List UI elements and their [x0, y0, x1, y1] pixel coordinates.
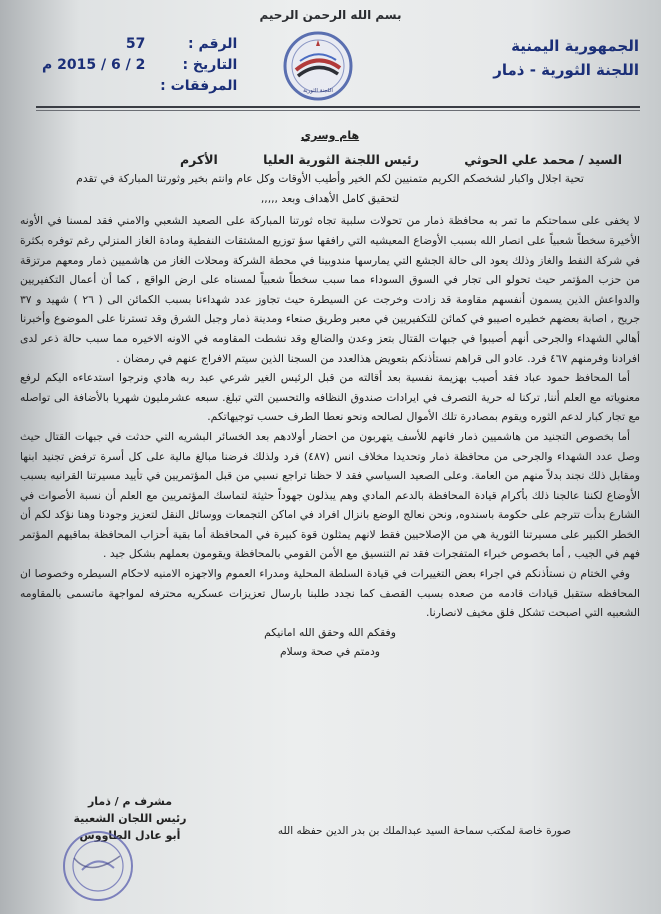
letterhead-issuer	[493, 34, 639, 82]
basmala: بسم الله الرحمن الرحيم	[259, 8, 402, 22]
date-row	[42, 55, 237, 76]
date-value: 2 / 6 / 2015 م	[42, 57, 146, 73]
copy-to-note: صورة خاصة لمكتب سماحة السيد عبدالملك بن بدر الدين حفظه الله	[277, 825, 571, 837]
letter-body	[20, 126, 640, 662]
classification-mark: هام وسري	[300, 129, 360, 142]
addressee-honorific: الأكرم	[180, 151, 218, 167]
signature-name: أبو عادل الطاووس	[79, 829, 181, 842]
addressee-name: السيد / محمد علي الحوثي	[464, 151, 622, 167]
addressee-role: رئيس اللجنة الثورية العليا	[263, 151, 419, 167]
committee-logo-icon	[282, 30, 354, 102]
republic-name: الجمهورية اليمنية	[511, 37, 639, 55]
ref-label: الرقم :	[187, 36, 238, 52]
signature-title: رئيس اللجان الشعبية	[73, 812, 187, 825]
addressee-line	[20, 150, 640, 170]
official-stamp-icon	[60, 828, 136, 904]
greeting-line-1: تحية اجلال واكبار لشخصكم الكريم متمنيين لكم الخير وأطيب الأوقات وكل عام وانتم بخير وثورتنا المباركة في تقدم	[76, 172, 584, 186]
logo-caption: اللجنة الثورية	[303, 88, 333, 94]
greeting-line-2: لتحقيق كامل الأهداف وبعد ,,,,,	[260, 191, 400, 205]
date-label: التاريخ :	[182, 57, 238, 73]
paragraph-3: أما بخصوص التجنيد من هاشميين ذمار فانهم للأسف يتهربون من احضار أولادهم بعد الخسائر البشريه التي حدثت في جبهات القتال حيث وصل عدد الشهداء والجرحى من محافظة ذمار وتحديدا مخلاف انس (٤٨٧) فرد ولذلك فرضنا مبالغ مالية على كل أسرة ترفض تجنيد ابنها ومقابل ذلك نجند بدلاً منهم من العامة. وعلى الصعيد السياسي فقد لا حظنا تراجع نسبي من قبل المؤتمريين في تأييد مسيرتنا القرانيه بسبب الأوضاع لكننا عالجنا ذلك بأكرام قيادة المحافظة بالدعم المادي وهم يبذلون جهوداً حثيثة لتماسك المؤتمريين مع العلم أن نسبة الأصوات في الشارع بدأت تترجم على حكومة باسندوه, ونحن نعالج الوضع بانزال افراد في اماكن التجمعات ووسائل النقل لتعزيز وجودنا وهنا نؤكد لكم أن الخطر الكبير على مسيرتنا الثورية هي من الإصلاحيين فقط لانهم يمثلون قوة كبيرة في المحافظة أما بقية أحزاب المحافظة بماقيهم المؤتمر فهم في الجيب , أما بخصوص خبراء المتفجرات فقد تم التنسيق مع الأمن القومي بالمحافظة ويقومون بعملهم بشكل جيد .	[20, 429, 640, 561]
header-divider-thin	[36, 110, 640, 111]
signature-position: مشرف م / ذمار	[87, 795, 173, 808]
closing-line-2: ودمتم في صحة وسلام	[279, 645, 381, 659]
ref-row	[42, 34, 237, 55]
attachments-row	[42, 76, 237, 97]
committee-name: اللجنة الثورية - ذمار	[493, 61, 639, 79]
ref-number: 57	[125, 36, 146, 52]
reference-block	[42, 34, 237, 97]
attachments-label: المرفقات :	[160, 78, 238, 94]
closing-line-1: وفقكم الله وحقق الله امانيكم	[264, 625, 396, 639]
header-divider	[36, 106, 640, 108]
paragraph-4: وفي الختام ن نستأذنكم في اجراء بعض التغييرات في قيادة السلطة المحلية ومدراء العموم والاجهزه الامنيه لاحكام السيطره وخصوصا ان المحافظه ستقبل قيادات قادمه من صعده بسبب القصف كما نجدد طلبنا بارسال تعزيزات عسكريه محترفه لمواجهة ماتسمى بالمقاومه الشعبيه التي اصبحت تشكل فلق مخيف لانصارنا.	[20, 567, 640, 620]
paragraph-1: لا يخفى على سماحتكم ما تمر به محافظة ذمار من تحولات سلبية تجاه ثورتنا المباركة على الصعيد الشعبي والامني فقد لمسنا في الأونه الأخيرة سخطاً شعبياً على انصار الله بسبب الأوضاع المعيشيه التي رافقها سؤ توزيع المشتقات النفطية ومادة الغاز المنزلي رغم توفره بكثرة في شركة النفط والغاز وذلك يعود الى حالة الجشع التي يمارسها مندوبينا في محطة الشركة ومحلات الغاز من هاشميين ذمار ومعهم مرتزقة من حزب المؤتمر حيث تحولو الى تجار في السوق السوداء مما سبب سخطاً شعبياً لمسناه على ارض الواقع , كما أن أعمال التكفيريين والدواعش الذين يسمون أنفسهم مقاومة قد زادت وخرجت عن السيطرة حيث تجاوز عدد شهداءنا بسبب الكمائن الى ( ٢٦ ) شهيد و ٣٧ جريح , اصابة بعضهم خطيره اصيبو في كمائن للتكفيريين في معبر وطريق صنعاء ومدينة ذمار وجبل الشرق وقد تسترنا على الموضوع وأخبرنا أهالي الشهداء والجرحى أنهم أصيبوا في جبهات القتال بتعز وعدن والضالع وقد نشطت المقاومه في الاونه الاخيره مما سبب حالة ذعر لدى افرادنا وفرمنهم ٤٦٧ فرد. عادو الى قراهم نستأذنكم بتعويض هذالعدد من السجنا الذين سيتم الافراج عنهم في رمضان .	[20, 214, 640, 365]
paragraph-2: أما المحافظ حمود عباد فقد أصيب بهزيمة نفسية بعد أقالته من قبل الرئيس الغير شرعي عبد ربه هادي ونرجوا استدعاءه اليكم لرفع معنوياته مع العلم أننا, تركنا له حرية التصرف في ايرادات صندوق النظافه والتحسين التي تبلغ. سبعه عشرمليون شهريا بالأضافة الى تواصله مع تجار كبار لدعم الثوره ويقوم بمصادرة تلك الأموال لصالحه ونحو نعطا الطرف حسب توجيهاتكم.	[20, 371, 640, 424]
